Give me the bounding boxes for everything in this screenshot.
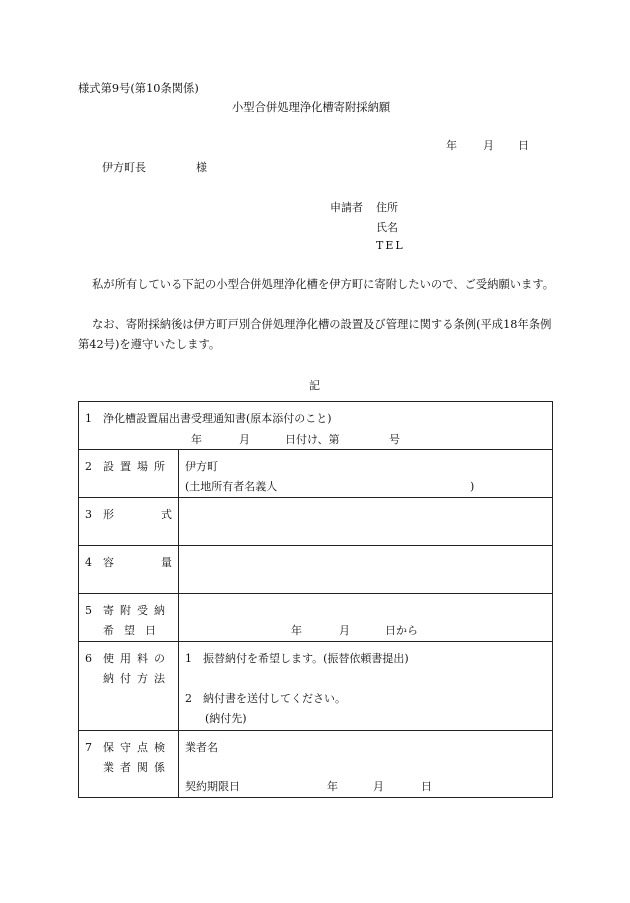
row7-company-label: 業者名 xyxy=(185,741,218,754)
row7-year: 年 xyxy=(327,780,338,793)
table-row-5 xyxy=(79,594,553,642)
row6-option-1[interactable] xyxy=(185,649,409,669)
body-paragraph-1: 私が所有している下記の小型合併処理浄化槽を伊方町に寄附したいので、ご受納願います。 xyxy=(92,278,555,291)
date-month: 月 xyxy=(483,139,494,152)
row5-label-line1: 寄附受納 xyxy=(103,604,171,617)
row1-day: 日付け、第 xyxy=(285,433,340,446)
row1-no: 号 xyxy=(389,433,400,446)
row4-label-a: 容 xyxy=(103,556,114,569)
row1-label: 浄化槽設置届出書受理通知書(原本添付のこと) xyxy=(103,412,332,425)
row3-number: 3 xyxy=(85,508,92,521)
row2-owner-open: (土地所有者名義人 xyxy=(185,480,278,493)
row5-month: 月 xyxy=(339,624,350,637)
table-row-2 xyxy=(79,450,553,498)
row5-year: 年 xyxy=(291,624,302,637)
row7-number: 7 xyxy=(85,741,92,754)
body-paragraph-2: なお、寄附採納後は伊方町戸別合併処理浄化槽の設置及び管理に関する条例(平成18年条例第42号)を遵守いたします。 xyxy=(78,318,552,351)
date-year: 年 xyxy=(446,139,457,152)
application-table xyxy=(78,401,553,798)
row5-label-line2: 希望日 xyxy=(103,624,166,637)
table-row-6 xyxy=(79,642,553,731)
row5-day: 日から xyxy=(385,624,418,637)
table-row-4 xyxy=(79,546,553,594)
row4-number: 4 xyxy=(85,556,92,569)
addressee-honorific: 様 xyxy=(196,161,207,174)
row6-opt2-text: 納付書を送付してください。 xyxy=(203,692,346,705)
form-number: 様式第9号(第10条関係) xyxy=(78,82,199,95)
applicant-address-label: 住所 xyxy=(376,201,398,214)
row1-number: 1 xyxy=(85,412,92,425)
addressee-name: 伊方町長 xyxy=(102,161,146,174)
row2-value: 伊方町 xyxy=(185,460,218,473)
table-row-7 xyxy=(79,731,553,798)
row3-value-cell[interactable] xyxy=(179,498,553,546)
row6-label-line2: 納付方法 xyxy=(103,672,171,685)
row1-year: 年 xyxy=(191,433,202,446)
ki-heading: 記 xyxy=(309,379,320,392)
row7-day: 日 xyxy=(421,780,432,793)
row4-label-b: 量 xyxy=(161,556,172,569)
row2-owner-close: ) xyxy=(470,480,475,493)
row7-contract-label: 契約期限日 xyxy=(185,780,240,793)
table-row-3 xyxy=(79,498,553,546)
row6-opt2-sub: (納付先) xyxy=(205,712,247,725)
row6-opt1-text: 振替納付を希望します。(振替依頼書提出) xyxy=(203,652,409,665)
row7-month: 月 xyxy=(373,780,384,793)
date-day: 日 xyxy=(518,139,529,152)
row6-number: 6 xyxy=(85,652,92,665)
row3-label-a: 形 xyxy=(103,508,114,521)
row7-label-line2: 業者関係 xyxy=(103,761,171,774)
applicant-label: 申請者 xyxy=(330,201,363,214)
row6-label-line1: 使用料の xyxy=(103,652,171,665)
row4-value-cell[interactable] xyxy=(179,546,553,594)
document-title: 小型合併処理浄化槽寄附採納願 xyxy=(232,101,391,114)
applicant-name-label: 氏名 xyxy=(376,221,398,234)
row2-label: 設置場所 xyxy=(103,460,171,473)
applicant-tel-label: TEL xyxy=(376,239,405,252)
row1-month: 月 xyxy=(239,433,250,446)
row7-label-line1: 保守点検 xyxy=(103,741,171,754)
row2-number: 2 xyxy=(85,460,92,473)
row5-number: 5 xyxy=(85,604,92,617)
row6-option-2[interactable] xyxy=(185,689,346,709)
row3-label-b: 式 xyxy=(161,508,172,521)
row6-opt1-number: 1 xyxy=(185,652,192,665)
table-row-1 xyxy=(79,402,553,450)
row6-opt2-number: 2 xyxy=(185,692,192,705)
